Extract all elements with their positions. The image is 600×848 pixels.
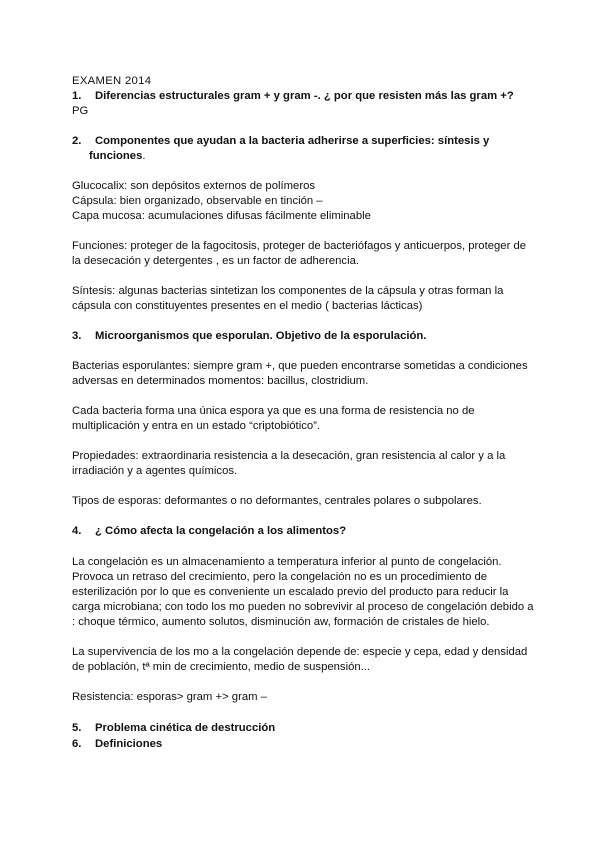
question-number: 4.	[72, 525, 82, 537]
paragraph-propiedades	[72, 449, 532, 479]
definition-capsula: Cápsula: bien organizado, observable en tinción –	[72, 195, 323, 207]
paragraph-sintesis	[72, 284, 532, 314]
text-line: Tipos de esporas: deformantes o no deformantes, centrales polares o subpolares.	[72, 495, 482, 507]
paragraph-resistencia	[72, 690, 532, 705]
question-5	[72, 721, 532, 736]
text-line: Síntesis: algunas bacterias sintetizan los componentes de la cápsula y otras forman la	[72, 285, 504, 297]
text-line: Propiedades: extraordinaria resistencia a la desecación, gran resistencia al calor y a la	[72, 450, 506, 462]
text-line: cápsula con constituyentes presentes en el medio ( bacterias lácticas)	[72, 300, 423, 312]
question-3	[72, 329, 532, 344]
question-text: Problema cinética de destrucción	[95, 722, 276, 734]
text-line: La supervivencia de los mo a la congelación depende de: especie y cepa, edad y densidad	[72, 646, 528, 658]
question-number: 6.	[72, 738, 82, 750]
question-text: Diferencias estructurales gram + y gram -. ¿ por que resisten más las gram +?	[95, 90, 514, 102]
question-text: Definiciones	[95, 738, 163, 750]
definition-capa-mucosa: Capa mucosa: acumulaciones difusas fácilmente eliminable	[72, 210, 371, 222]
paragraph-supervivencia	[72, 645, 532, 675]
question-text: Componentes que ayudan a la bacteria adherirse a superficies: síntesis y	[95, 135, 490, 147]
text-line: irradiación y a agentes químicos.	[72, 465, 238, 477]
text-line: : choque térmico, aumento solutos, disminución aw, formación de cristales de hielo.	[72, 616, 490, 628]
question-1	[72, 89, 532, 119]
paragraph-congelacion	[72, 555, 532, 630]
text-line: de población, tª min de crecimiento, medio de suspensión...	[72, 661, 371, 673]
text-line: Cada bacteria forma una única espora ya que es una forma de resistencia no de	[72, 405, 475, 417]
question-number: 1.	[72, 90, 82, 102]
exam-title: EXAMEN 2014	[72, 75, 152, 87]
question-6	[72, 737, 532, 752]
answer-text: PG	[72, 105, 89, 117]
paragraph-espora	[72, 404, 532, 434]
text-line: Resistencia: esporas> gram +> gram –	[72, 691, 267, 703]
question-text-cont: funciones	[89, 150, 143, 162]
paragraph-esporulantes	[72, 359, 532, 389]
question-text: ¿ Cómo afecta la congelación a los alimentos?	[95, 525, 347, 537]
question-2	[72, 134, 532, 164]
question-4	[72, 524, 532, 539]
text-line: Funciones: proteger de la fagocitosis, proteger de bacteriófagos y anticuerpos, proteger de	[72, 240, 527, 252]
question-number: 3.	[72, 330, 82, 342]
text-line: adversas en determinados momentos: bacillus, clostridium.	[72, 375, 369, 387]
paragraph-funciones	[72, 239, 532, 269]
question-number: 5.	[72, 722, 82, 734]
question-text-dot: .	[142, 150, 146, 162]
text-line: La congelación es un almacenamiento a temperatura inferior al punto de congelación.	[72, 556, 502, 568]
question-text: Microorganismos que esporulan. Objetivo de la esporulación.	[95, 330, 427, 342]
text-line: Bacterias esporulantes: siempre gram +, que pueden encontrarse sometidas a condiciones	[72, 360, 528, 372]
text-line: la desecación y detergentes , es un factor de adherencia.	[72, 255, 360, 267]
text-line: esterilización por lo que es conveniente un escalado previo del producto para reducir la	[72, 586, 509, 598]
text-line: carga microbiana; con todo los mo pueden no sobrevivir al proceso de congelación debido a	[72, 601, 534, 613]
question-number: 2.	[72, 135, 82, 147]
text-line: multiplicación y entra en un estado “criptobiótico”.	[72, 420, 321, 432]
paragraph-tipos	[72, 494, 532, 509]
paragraph-definitions	[72, 179, 532, 224]
definition-glucocalix: Glucocalix: son depósitos externos de polímeros	[72, 180, 316, 192]
text-line: Provoca un retraso del crecimiento, pero la congelación no es un procedimiento de	[72, 571, 488, 583]
